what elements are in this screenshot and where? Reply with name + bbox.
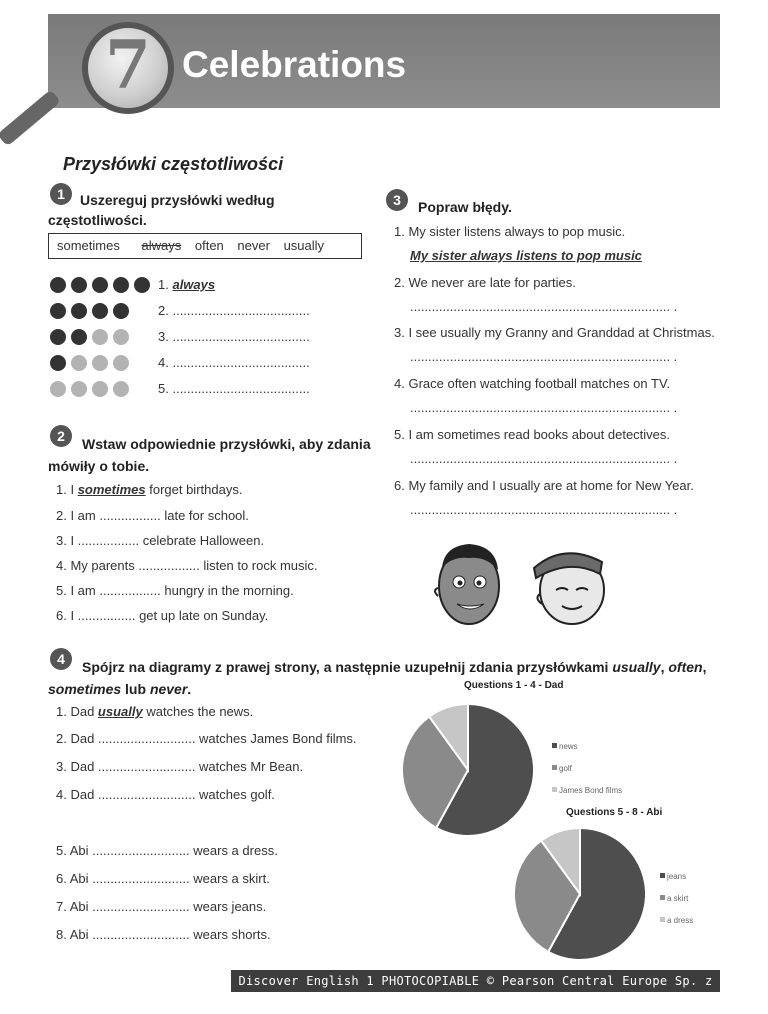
answer-number: 4. (158, 355, 169, 370)
filled-dot (50, 303, 66, 319)
exercise-3-question: 5. I am sometimes read books about detectives. (394, 427, 671, 442)
word-usually: usually (283, 238, 325, 253)
dot-row (50, 355, 129, 371)
empty-dot (71, 381, 87, 397)
item-text: 2. Dad ........................... watches James Bond films. (56, 731, 357, 746)
empty-dot (92, 381, 108, 397)
legend-swatch (660, 917, 665, 922)
instruction-text: Spójrz na diagramy z prawej strony, a następnie uzupełnij zdania przysłówkami (82, 659, 613, 675)
empty-dot (71, 355, 87, 371)
item-text: 5. Abi ........................... wears a dress. (56, 843, 278, 858)
word-lub: lub (121, 681, 150, 697)
empty-dot (113, 355, 129, 371)
filled-dot (71, 329, 87, 345)
exercise-2-badge: 2 (50, 425, 72, 447)
word-sometimes: sometimes (48, 681, 122, 697)
answer-text: ...................................... (172, 303, 310, 318)
exercise-3-example-answer: My sister always listens to pop music (410, 248, 642, 263)
exercise-4-instruction (48, 656, 718, 700)
exercise-1-instruction: Uszereguj przysłówki według częstotliwości. (48, 192, 275, 228)
word-always: always (141, 238, 182, 253)
word-sometimes: sometimes (57, 238, 120, 253)
legend-swatch (552, 787, 557, 792)
exercise-4-item (56, 731, 357, 746)
example-answer: usually (97, 704, 143, 719)
chart-1-legend (552, 736, 622, 802)
filled-dot (113, 303, 129, 319)
separator: , (702, 659, 707, 675)
legend-swatch (660, 895, 665, 900)
exercise-4-badge: 4 (50, 648, 72, 670)
empty-dot (113, 381, 129, 397)
chart-1-pie (398, 700, 538, 840)
filled-dot (92, 277, 108, 293)
section-title: Przysłówki częstotliwości (63, 154, 284, 174)
chart-2-legend (660, 866, 693, 932)
filled-dot (92, 303, 108, 319)
item-text: 6. I ................ get up late on Sunday. (56, 608, 269, 623)
empty-dot (92, 329, 108, 345)
answer-text: ...................................... (172, 381, 310, 396)
legend-entry (660, 910, 693, 932)
answer-line (158, 329, 310, 344)
answer-line (158, 277, 215, 292)
filled-dot (113, 277, 129, 293)
answer-line (158, 303, 310, 318)
legend-label: James Bond films (559, 786, 623, 795)
exercise-3-answer-line: ........................................................................ . (410, 502, 678, 517)
exercise-3-badge: 3 (386, 189, 408, 211)
filled-dot (134, 277, 150, 293)
word-never: never (237, 238, 270, 253)
chart-1-title: Questions 1 - 4 - Dad (464, 680, 564, 691)
exercise-1-badge: 1 (50, 183, 72, 205)
example-answer: sometimes (77, 482, 146, 497)
exercise-2-item (56, 508, 249, 523)
filled-dot (50, 355, 66, 371)
empty-dot (92, 355, 108, 371)
legend-entry (660, 866, 693, 888)
exercise-4-item (56, 759, 303, 774)
exercise-3-question: 6. My family and I usually are at home for New Year. (394, 478, 694, 493)
word-often: often (668, 659, 703, 675)
answer-number: 1. (158, 277, 169, 292)
item-text: 6. Abi ........................... wears a skirt. (56, 871, 270, 886)
exercise-3-answer-line: ........................................................................ . (410, 299, 678, 314)
exercise-3-answer-line: ........................................................................ . (410, 349, 678, 364)
exercise-4-item (56, 899, 266, 914)
dot-row (50, 303, 129, 319)
legend-label: a dress (667, 916, 694, 925)
legend-label: jeans (667, 872, 687, 881)
dot-row (50, 381, 129, 397)
item-text-end: watches the news. (142, 704, 254, 719)
page-title: Celebrations (182, 44, 407, 85)
exercise-3-answer-line: ........................................................................ . (410, 400, 678, 415)
legend-entry (552, 758, 622, 780)
answer-line (158, 355, 310, 370)
item-text: 8. Abi ........................... wears shorts. (56, 927, 271, 942)
answer-text: ...................................... (172, 329, 310, 344)
exercise-2-item (56, 608, 268, 623)
legend-swatch (660, 873, 665, 878)
boy-left (435, 544, 499, 624)
exercise-2-item (56, 482, 242, 497)
exercise-3-instruction: Popraw błędy. (418, 199, 512, 215)
word-usually: usually (612, 659, 661, 675)
item-text: 5. I am ................. hungry in the morning. (56, 583, 294, 598)
filled-dot (50, 277, 66, 293)
answer-number: 3. (158, 329, 169, 344)
boys-illustration (424, 538, 614, 630)
exercise-2-item (56, 583, 294, 598)
answer-number: 5. (158, 381, 169, 396)
legend-label: a skirt (667, 894, 689, 903)
exercise-3-answer-line: ........................................................................ . (410, 451, 678, 466)
item-text: 2. I am ................. late for school. (56, 508, 249, 523)
legend-label: golf (559, 764, 572, 773)
filled-dot (71, 303, 87, 319)
legend-entry (660, 888, 693, 910)
exercise-4-item (56, 787, 275, 802)
legend-swatch (552, 743, 557, 748)
legend-label: news (559, 742, 578, 751)
legend-entry (552, 780, 622, 802)
exercise-2-item (56, 558, 318, 573)
filled-dot (71, 277, 87, 293)
exercise-2-item (56, 533, 264, 548)
item-text: 3. I ................. celebrate Halloween. (56, 533, 265, 548)
answer-line (158, 381, 310, 396)
chart-2-title: Questions 5 - 8 - Abi (566, 807, 663, 818)
legend-swatch (552, 765, 557, 770)
item-text: 1. Dad (56, 704, 98, 719)
item-text: 1. I (56, 482, 78, 497)
exercise-3-question: 2. We never are late for parties. (394, 275, 576, 290)
boy-right (534, 553, 604, 624)
exercise-3-question: 4. Grace often watching football matches on TV. (394, 376, 671, 391)
item-text: 4. My parents ................. listen to rock music. (56, 558, 318, 573)
answer-number: 2. (158, 303, 169, 318)
word-often: often (194, 238, 224, 253)
word-box (48, 233, 362, 259)
exercise-4-item (56, 927, 271, 942)
item-text-end: forget birthdays. (145, 482, 243, 497)
exercise-4-item (56, 871, 270, 886)
item-text: 7. Abi ........................... wears jeans. (56, 899, 267, 914)
unit-number: 7 (105, 26, 151, 104)
item-text: 3. Dad ........................... watches Mr Bean. (56, 759, 304, 774)
item-text: 4. Dad ........................... watches golf. (56, 787, 275, 802)
word-never: never (149, 681, 188, 697)
answer-text: ...................................... (172, 355, 310, 370)
dot-row (50, 329, 129, 345)
dot-row (50, 277, 150, 293)
period: . (187, 681, 192, 697)
empty-dot (113, 329, 129, 345)
filled-dot (50, 329, 66, 345)
answer-text: always (172, 277, 216, 292)
legend-entry (552, 736, 622, 758)
chart-2-pie (510, 824, 650, 964)
exercise-4-item (56, 704, 253, 719)
separator: , (660, 659, 669, 675)
magnifier-handle (0, 89, 61, 146)
empty-dot (50, 381, 66, 397)
exercise-3-question: 3. I see usually my Granny and Granddad at Christmas. (394, 325, 715, 340)
exercise-2-instruction: Wstaw odpowiednie przysłówki, aby zdania mówiły o tobie. (48, 436, 371, 474)
exercise-4-item (56, 843, 278, 858)
footer-copyright: Discover English 1 PHOTOCOPIABLE © Pearson Central Europe Sp. z o.o. 2013 (231, 970, 720, 992)
exercise-3-question: 1. My sister listens always to pop music. (394, 224, 626, 239)
